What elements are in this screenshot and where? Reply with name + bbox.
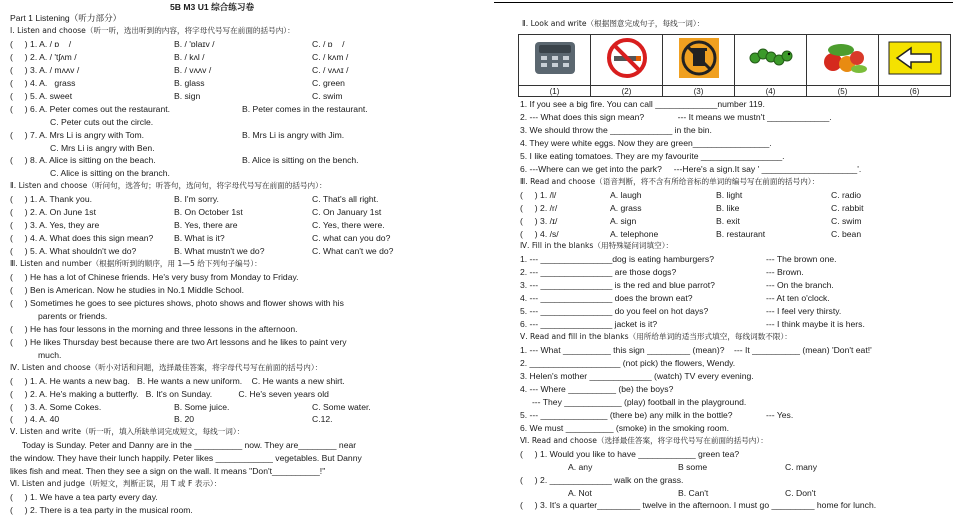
option-b: B. I'm sorry. — [174, 194, 219, 205]
text-line: Ⅲ. Listen and number（根据所听到的顺序，用 1—5 给下列句子编号）： — [10, 259, 262, 269]
option-c: C. / vʌʌɪ / — [312, 64, 349, 75]
option-c: C.12. — [312, 414, 333, 425]
question-line: ( ) 3. /ɪ/ — [520, 215, 558, 226]
option: A. laugh — [610, 189, 642, 200]
option-b: B. glass — [174, 77, 205, 88]
question-line: ( ) 2. /r/ — [520, 202, 558, 213]
option-b: B. / vʌʌv / — [174, 64, 212, 75]
option-c: C. That's all right. — [312, 194, 379, 205]
question-line: 6. --- _______________ jacket is it? — [520, 319, 658, 330]
option-c: C. On January 1st — [312, 207, 382, 218]
text-line: Part 1 Listening（听力部分） — [10, 13, 122, 23]
option-b: B. Some juice. — [174, 401, 230, 412]
answer-line: --- On the branch. — [766, 280, 834, 291]
question-line: ( ) 3. A. Some Cokes. — [10, 401, 102, 412]
top-rule — [494, 2, 953, 3]
worksheet-page-right — [488, 0, 959, 526]
question-line: ( ) He has four lessons in the morning and three lessons in the afternoon. — [10, 323, 298, 334]
text-line: Ⅳ. Listen and choose（听小对话和问题，选择最佳答案，将字母代号写在前面的括号内）： — [10, 362, 323, 372]
option-b: B. 20 — [174, 414, 195, 425]
question-line: ( ) He likes Thursday best because there are two Art lessons and he likes to paint very — [10, 336, 347, 347]
option: C. bean — [831, 228, 862, 239]
text-line: 6. We must __________ (smoke) in the smoking room. — [520, 422, 730, 433]
option-b: B. / 'ɒlaɪv / — [174, 38, 215, 49]
worksheet-title: 5B M3 U1 综合练习卷 — [170, 2, 255, 12]
question-line: ( ) 4. A. grass — [10, 77, 76, 88]
option: B. exit — [716, 215, 740, 226]
option-c: C. Some water. — [312, 401, 371, 412]
text-line: 3. We should throw the _____________ in the bin. — [520, 124, 712, 135]
question-line: ( ) 2. A. / 'tʃʌm / — [10, 51, 77, 62]
option-b: B. What mustn't we do? — [174, 246, 265, 257]
option-b: B. Peter comes in the restaurant. — [242, 103, 368, 114]
question-line: ( ) 5. A. sweet — [10, 90, 73, 101]
page-gap — [472, 0, 488, 526]
text-line: Ⅲ. Read and choose（语音判断，将不含有所给音标的单词的编号写在前面的括号内）： — [520, 176, 820, 186]
text-line: the window. They have their lunch happily. Peter likes ____________ vegetables. But Danny — [10, 453, 362, 464]
option: B. light — [716, 189, 743, 200]
question-line: ( ) 8. A. Alice is sitting on the beach. — [10, 155, 156, 166]
question-line: ( ) 2. _____________ walk on the grass. — [520, 474, 684, 485]
option-b: B. sign — [174, 90, 201, 101]
question-line: ( ) Sometimes he goes to see pictures shows, photo shows and flower shows with his — [10, 297, 344, 308]
option-b: B. Yes, there are — [174, 220, 238, 231]
picture-number: (2) — [591, 86, 663, 97]
text-line: --- They ____________ (play) football in the playground. — [520, 396, 747, 407]
answer-line: --- I feel very thirsty. — [766, 306, 842, 317]
text-line: 2. ___________________ (not pick) the flowers, Wendy. — [520, 358, 736, 368]
no-littering-sign-icon — [669, 36, 729, 80]
picture-cell-5 — [807, 35, 879, 86]
option: B. Can't — [678, 487, 709, 498]
picture-number: (3) — [663, 86, 735, 97]
text-line: Ⅱ. Listen and choose（听问句，选答句；听答句，选问句，将字母代号写在前面的括号内）： — [10, 181, 327, 191]
option-c: C. / ɒ / — [312, 38, 345, 49]
green-caterpillar-icon — [741, 36, 801, 80]
question-line: ( ) 1. A. / ɒ / — [10, 38, 72, 49]
picture-cell-4 — [735, 35, 807, 86]
text-line-continued: parents or friends. — [38, 310, 108, 321]
text-line: 1. --- What __________ this sign _________ (mean)? --- It __________ (mean) 'Don't eat!' — [520, 345, 872, 356]
text-line: 4. --- Where __________ (be) the boys? — [520, 383, 674, 394]
option-b: B. On October 1st — [174, 207, 243, 218]
option-b: B. / kʌl / — [174, 51, 205, 62]
fruits-vegetables-icon — [813, 36, 873, 80]
section-title-look-and-write: Ⅱ. Look and write（根据图意完成句子，每线一词）： — [522, 19, 705, 28]
option: B. restaurant — [716, 228, 766, 239]
option-c: C. what can you do? — [312, 233, 391, 244]
option-b: B. What is it? — [174, 233, 225, 244]
option-c: C. Yes, there were. — [312, 220, 385, 231]
no-smoking-sign-icon — [597, 36, 657, 80]
option-c: C. green — [312, 77, 345, 88]
option: C. radio — [831, 189, 862, 200]
question-line: ( ) 4. A. 40 — [10, 414, 60, 425]
option-a: A. any — [568, 461, 593, 472]
question-line: 5. --- _______________ do you feel on hot days? — [520, 306, 709, 317]
question-line: ( ) 1. Would you like to have ____________ green tea? — [520, 448, 740, 459]
question-line: 4. --- _______________ does the brown eat? — [520, 293, 693, 304]
picture-number: (4) — [735, 86, 807, 97]
question-line: ( ) 3. A. Yes, they are — [10, 220, 100, 231]
text-line: 6. ---Where can we get into the park? ---Here's a sign.It say ' ____________________'. — [520, 163, 862, 174]
worksheet-page-left — [0, 0, 472, 526]
option: A. grass — [610, 202, 642, 213]
option-c: C. / kʌm / — [312, 51, 349, 62]
question-line: 1. --- _______________dog is eating hamburgers? — [520, 254, 714, 265]
option: B some — [678, 461, 708, 472]
question-line: ( ) 1. A. He wants a new bag. B. He wants a new uniform. C. He wants a new shirt. — [10, 375, 345, 386]
text-line: Ⅵ. Listen and judge（听短文，判断正误，用 T 或 F 表示）： — [10, 479, 222, 489]
question-line: ( ) 2. A. He's making a butterfly. B. It's on Sunday. C. He's seven years old — [10, 388, 329, 399]
picture-cell-1 — [519, 35, 591, 86]
answer-line: --- At ten o'clock. — [766, 293, 830, 304]
yellow-arrow-sign-icon — [885, 36, 945, 80]
option-c: C. What can't we do? — [312, 246, 394, 257]
option: C. many — [785, 461, 817, 472]
option-b: B. Alice is sitting on the bench. — [242, 155, 359, 166]
text-line: likes fish and meat. Then they see a sign on the wall. It means "Don't__________!" — [10, 466, 326, 477]
telephone-icon — [525, 36, 585, 80]
picture-number: (6) — [879, 86, 951, 97]
option-b: B. Mrs Li is angry with Jim. — [242, 129, 345, 140]
question-line: ( ) 4. A. What does this sign mean? — [10, 233, 154, 244]
text-line: 2. --- What does this sign mean? --- It means we mustn't _____________. — [520, 111, 832, 122]
text-line: Ⅰ. Listen and choose（听一听，选出听到的内容，将字母代号写在前面的括号内）： — [10, 25, 295, 35]
option: B. like — [716, 202, 740, 213]
question-line: ( ) 3. A. / mʌʌv / — [10, 64, 80, 75]
answer-line: --- Brown. — [766, 267, 804, 278]
text-line: Ⅵ. Read and choose（选择最佳答案，将字母代号写在前面的括号内）： — [520, 435, 768, 445]
text-line: Ⅴ. Read and fill in the blanks（用所给单词的适当形式填空，每线词数不限）： — [520, 332, 792, 342]
option: A. telephone — [610, 228, 659, 239]
question-line: 2. --- _______________ are those dogs? — [520, 267, 677, 278]
question-line: ( ) 3. It's a quarter_________ twelve in the afternoon. I must go _________ home for lunch. — [520, 500, 877, 511]
picture-cell-3 — [663, 35, 735, 86]
picture-number: (1) — [519, 86, 591, 97]
option: C. Don't — [785, 487, 816, 498]
option-a: A. Not — [568, 487, 592, 498]
answer-line: --- I think maybe it is hers. — [766, 319, 865, 330]
picture-cell-2 — [591, 35, 663, 86]
question-line: ( ) 2. A. On June 1st — [10, 207, 96, 218]
text-line: 5. --- ______________ (there be) any milk in the bottle? --- Yes. — [520, 409, 794, 420]
answer-line: --- The brown one. — [766, 254, 837, 265]
question-line: ( ) 1. /l/ — [520, 189, 557, 200]
question-line: ( ) He has a lot of Chinese friends. He's very busy from Monday to Friday. — [10, 272, 299, 282]
picture-cell-6 — [879, 35, 951, 86]
text-line: Ⅳ. Fill in the blanks（用特殊疑问词填空）： — [520, 241, 674, 251]
question-line: ( ) 4. /s/ — [520, 228, 559, 239]
option-c: C. Peter cuts out the circle. — [50, 116, 154, 127]
option-c: C. Mrs Li is angry with Ben. — [50, 142, 155, 153]
question-line: ( ) Ben is American. Now he studies in No.1 Middle School. — [10, 284, 245, 295]
picture-number: (5) — [807, 86, 879, 97]
text-line: 3. Helen's mother _____________ (watch) TV every evening. — [520, 370, 754, 381]
option-c: C. swim — [312, 90, 343, 101]
text-line: 1. If you see a big fire. You can call _____________number 119. — [520, 99, 765, 109]
text-line: 4. They were white eggs. Now they are green________________. — [520, 137, 772, 148]
question-line: 3. --- _______________ is the red and blue parrot? — [520, 280, 715, 291]
option: A. sign — [610, 215, 637, 226]
text-line-continued: much. — [38, 349, 62, 360]
question-line: ( ) 1. A. Thank you. — [10, 194, 92, 205]
text-line: 5. I like eating tomatoes. They are my favourite _________________. — [520, 150, 785, 161]
question-line: ( ) 1. We have a tea party every day. — [10, 492, 158, 503]
question-line: ( ) 6. A. Peter comes out the restaurant. — [10, 103, 171, 114]
question-line: ( ) 7. A. Mrs Li is angry with Tom. — [10, 129, 145, 140]
text-line: Ⅴ. Listen and write（听一听，填入所缺单词完成短文，每线一词）： — [10, 427, 245, 437]
option-c: C. Alice is sitting on the branch. — [50, 168, 170, 179]
option: C. swim — [831, 215, 862, 226]
picture-table — [518, 34, 951, 97]
option: C. rabbit — [831, 202, 864, 213]
question-line: ( ) 5. A. What shouldn't we do? — [10, 246, 137, 257]
text-line: Today is Sunday. Peter and Danny are in the __________ now. They are________ near — [22, 440, 357, 451]
question-line: ( ) 2. There is a tea party in the musical room. — [10, 505, 193, 516]
